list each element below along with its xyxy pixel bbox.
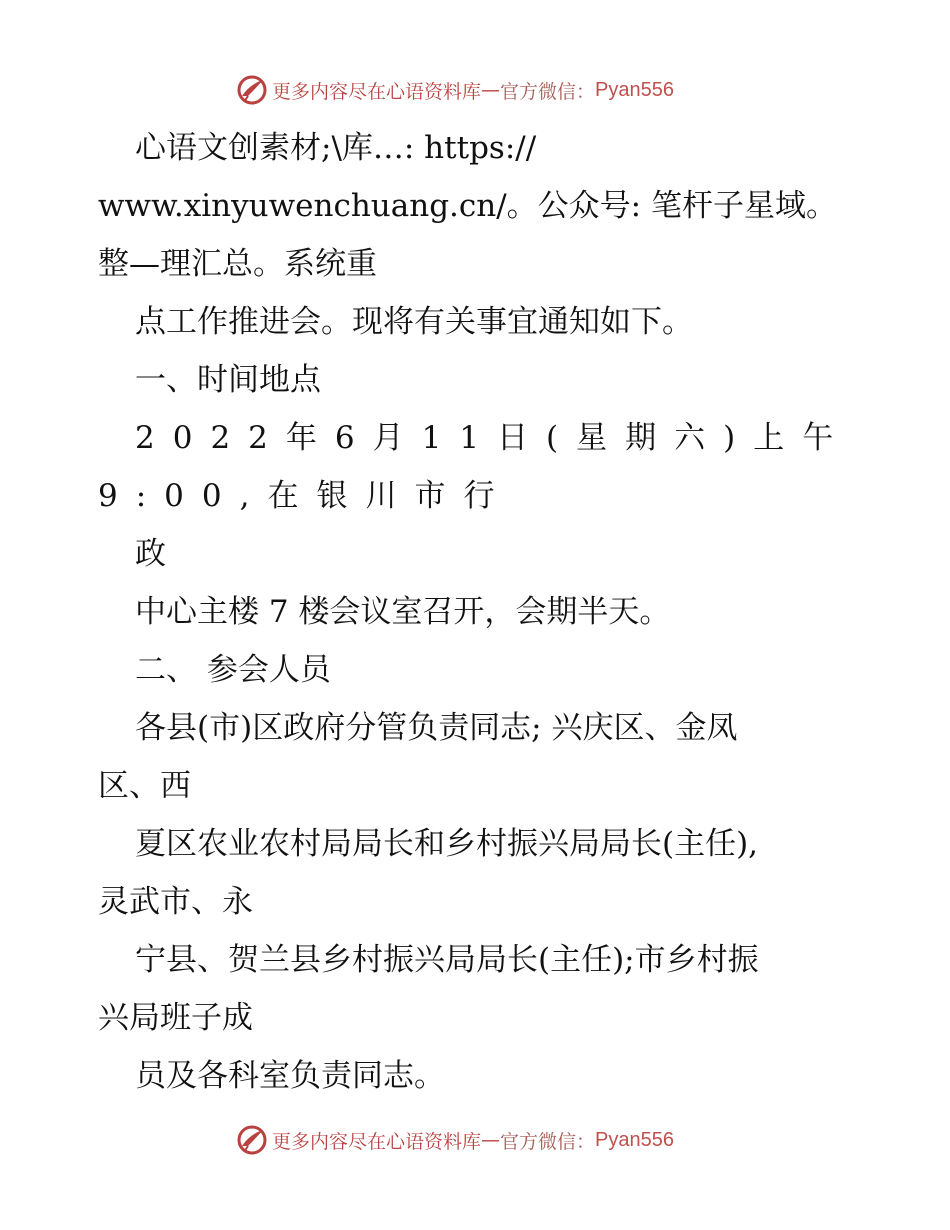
- body-line: 员及各科室负责同志。: [135, 1058, 445, 1094]
- footer-watermark: [236, 1123, 674, 1157]
- body-line: 各县(市)区政府分管负责同志; 兴庆区、金凤: [135, 710, 738, 746]
- section-heading: 二、 参会人员: [135, 652, 331, 688]
- body-line: 夏区农业农村局局长和乡村振兴局局长(主任),: [135, 826, 759, 862]
- section-heading: 一、时间地点: [135, 362, 321, 398]
- body-line: 点工作推进会。现将有关事宜通知如下。: [135, 304, 693, 340]
- watermark-text: 更多内容尽在心语资料库: [272, 80, 482, 103]
- body-line: 宁县、贺兰县乡村振兴局局长(主任);市乡村振: [135, 942, 759, 978]
- body-line: 政: [135, 536, 166, 572]
- body-line: 中心主楼 7 楼会议室召开，会期半天。: [135, 594, 671, 630]
- body-line: 整—理汇总。系统重: [98, 246, 377, 282]
- watermark-text: 更多内容尽在心语资料库: [272, 1130, 482, 1153]
- watermark-dash: —: [481, 79, 501, 101]
- body-line: 心语文创素材;\库…: https://: [135, 130, 537, 166]
- body-line: 2022年6月11日(星期六)上午: [135, 420, 852, 456]
- body-line: 灵武市、永: [98, 884, 253, 920]
- pen-logo-icon: [236, 1124, 268, 1156]
- pen-logo-icon: [236, 74, 268, 106]
- body-line: 9:00,在银川市行: [98, 478, 513, 514]
- watermark-official: 官方微信：: [500, 1130, 596, 1153]
- watermark-id: Pyan556: [595, 78, 674, 101]
- body-line: 区、西: [98, 768, 191, 804]
- watermark-official: 官方微信：: [500, 80, 596, 103]
- body-line: www.xinyuwenchuang.cn/。公众号: 笔杆子星域。: [98, 188, 837, 224]
- body-line: 兴局班子成: [98, 1000, 253, 1036]
- header-watermark: [236, 73, 674, 107]
- watermark-id: Pyan556: [595, 1128, 674, 1151]
- watermark-dash: —: [481, 1129, 501, 1151]
